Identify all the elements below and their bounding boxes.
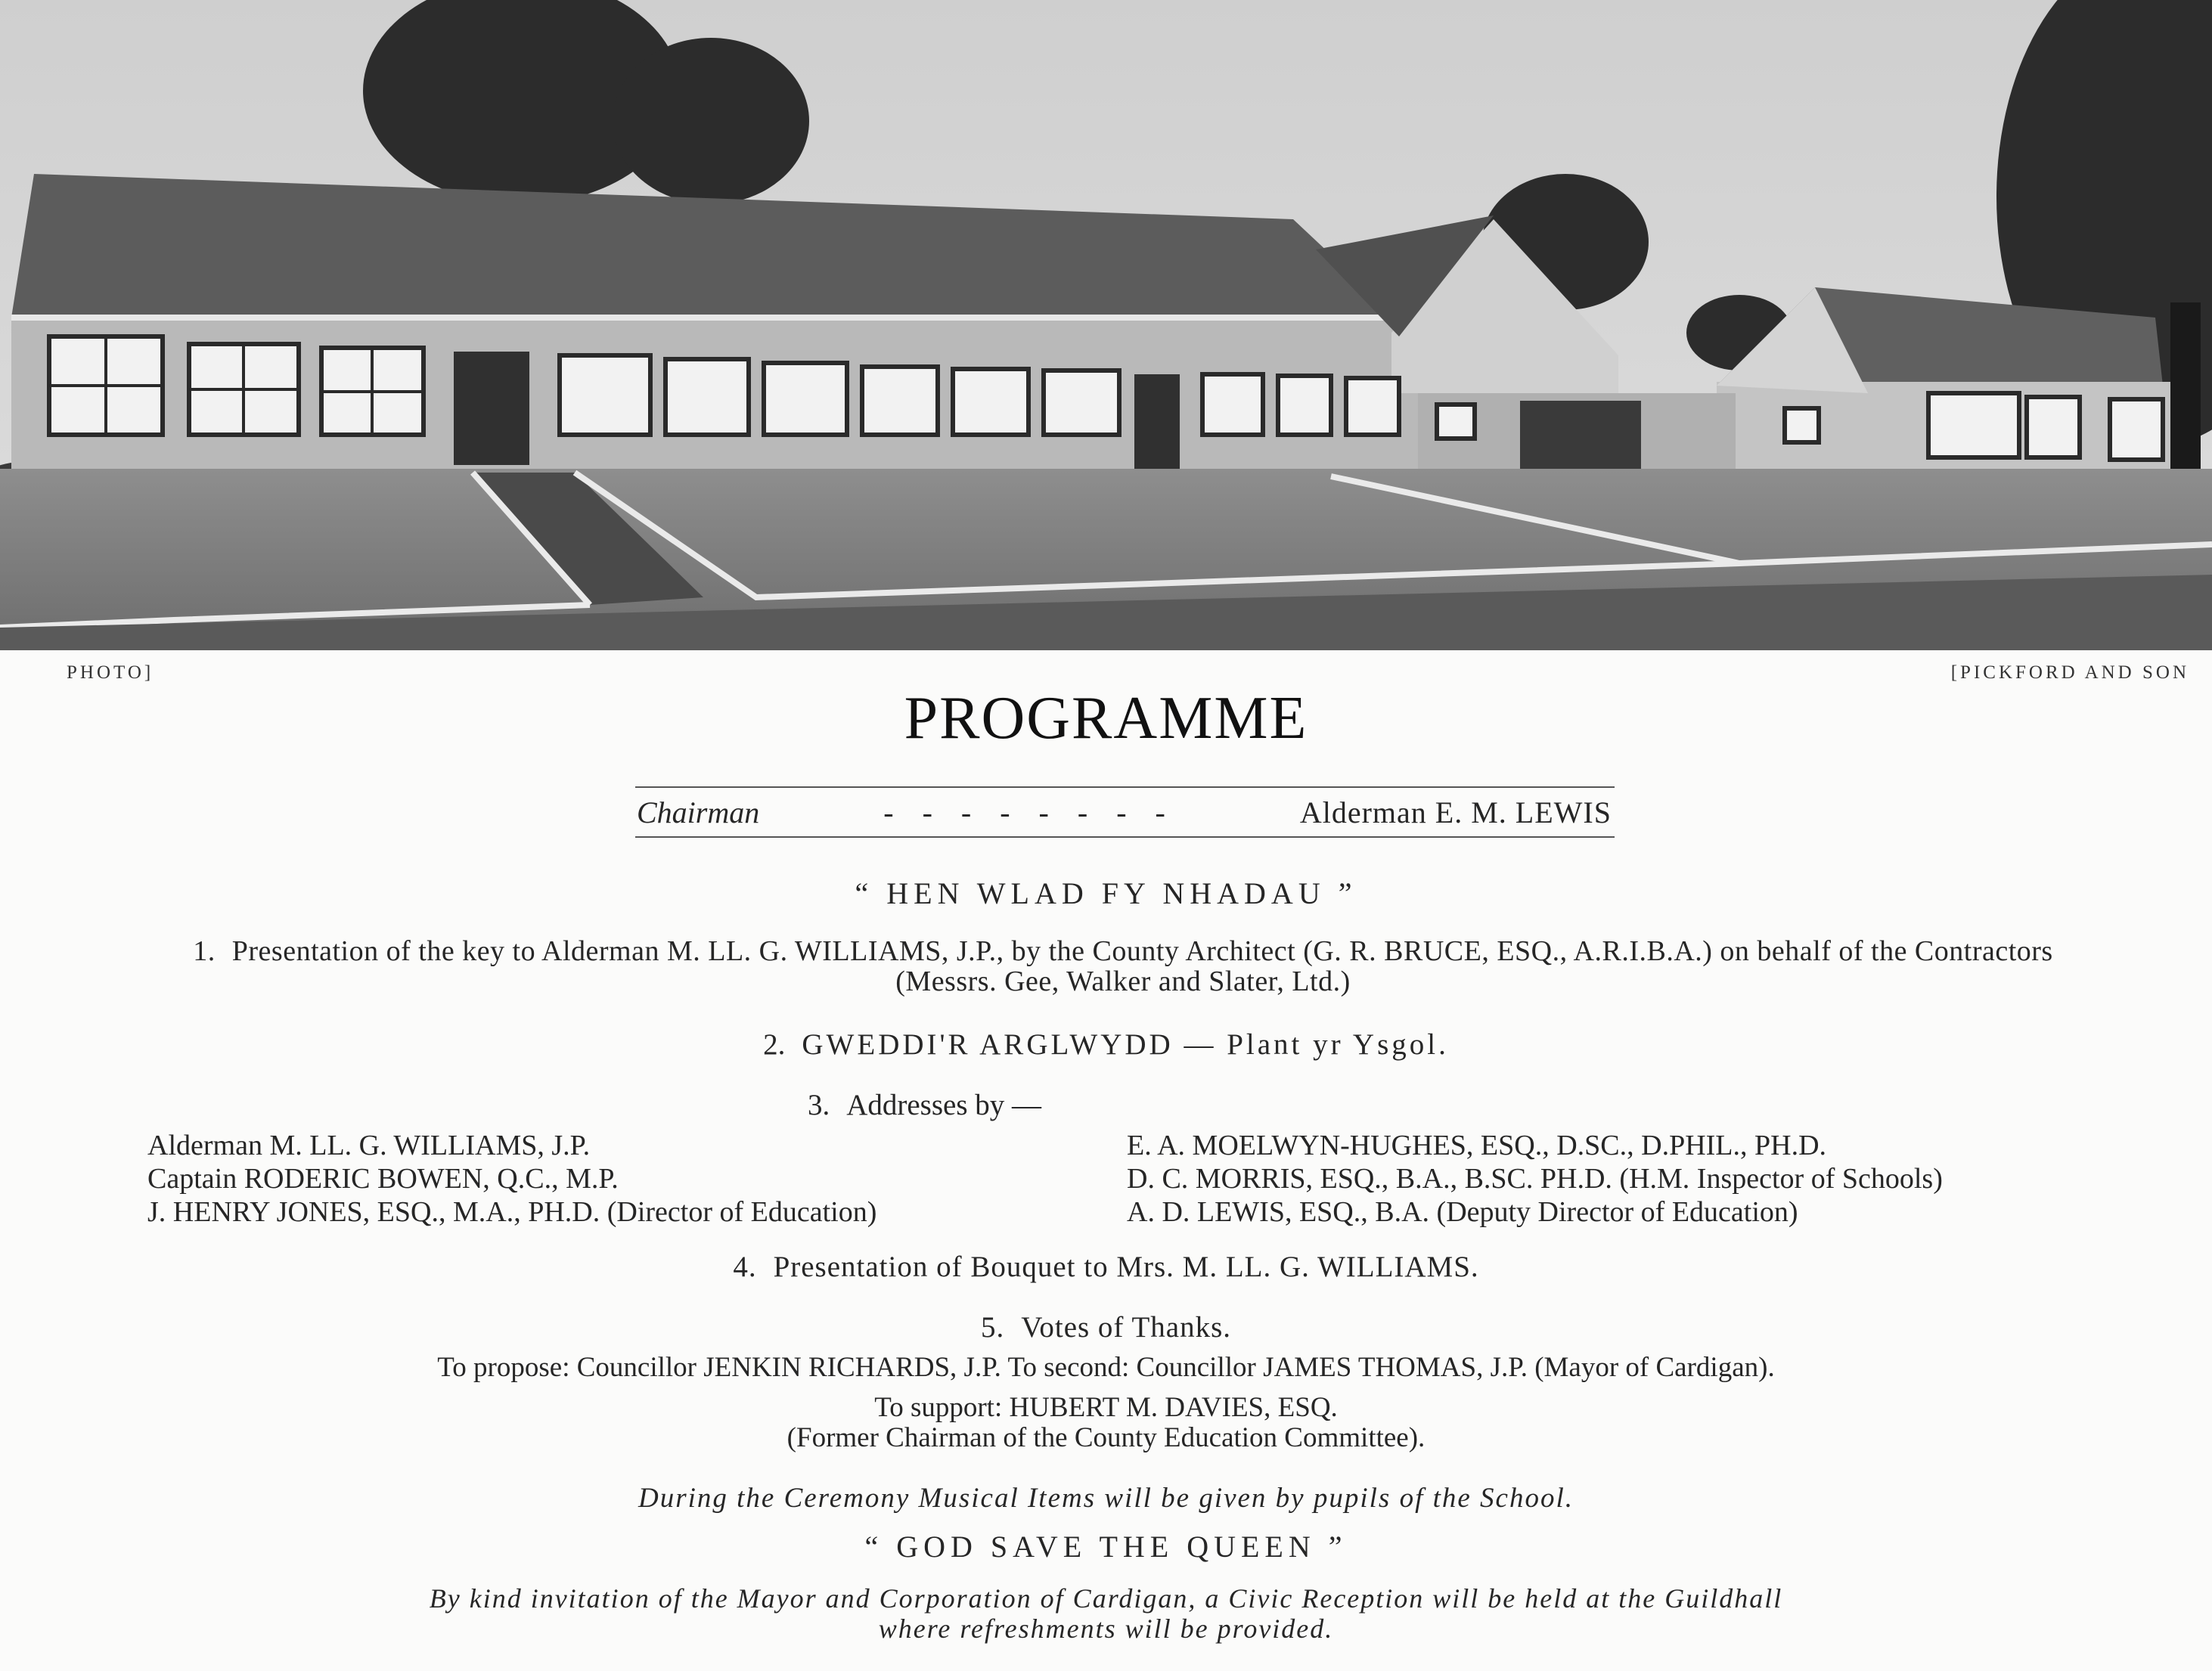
item-text: Addresses by — bbox=[846, 1089, 1042, 1121]
photo-credit-right: [PICKFORD AND SON bbox=[1950, 662, 2189, 683]
item-number: 1. bbox=[193, 935, 216, 967]
chairman-label: Chairman bbox=[637, 795, 760, 829]
programme-item-4 bbox=[0, 1252, 2212, 1282]
item-number: 2. bbox=[763, 1028, 786, 1061]
item-text: Presentation of the key to Alderman M. LL. G. WILLIAMS, J.P., by the County Architect (G. R. BRUCE, ESQ., A.R.I.B.A.) on behalf of the Contractors (Messrs. Gee, Walker and Slater, Ltd.) bbox=[231, 935, 2053, 997]
chairman-line bbox=[635, 786, 1615, 838]
address-speaker: D. C. MORRIS, ESQ., B.A., B.SC. PH.D. (H.M. Inspector of Schools) bbox=[1127, 1163, 1943, 1195]
musical-items-note: During the Ceremony Musical Items will be given by pupils of the School. bbox=[638, 1483, 1574, 1514]
item-text: GWEDDI'R ARGLWYDD — Plant yr Ysgol. bbox=[802, 1028, 1449, 1061]
address-speaker: Alderman M. LL. G. WILLIAMS, J.P. bbox=[147, 1130, 591, 1161]
programme-item-3 bbox=[0, 1090, 2031, 1121]
item-number: 4. bbox=[733, 1251, 757, 1283]
address-speaker: E. A. MOELWYN-HUGHES, ESQ., D.SC., D.PHIL., PH.D. bbox=[1127, 1130, 1827, 1161]
item-text: Votes of Thanks. bbox=[1021, 1311, 1232, 1344]
closing-anthem: “ GOD SAVE THE QUEEN ” bbox=[864, 1530, 1348, 1564]
address-speaker: J. HENRY JONES, ESQ., M.A., PH.D. (Director of Education) bbox=[147, 1196, 877, 1228]
item-text: Presentation of Bouquet to Mrs. M. LL. G. WILLIAMS. bbox=[773, 1251, 1479, 1283]
item-number: 5. bbox=[980, 1311, 1005, 1344]
addresses-left-column bbox=[147, 1129, 876, 1229]
reception-line-1: By kind invitation of the Mayor and Corporation of Cardigan, a Civic Reception will be held at the Guildhall bbox=[429, 1583, 1783, 1614]
chairman-name: Alderman E. M. LEWIS bbox=[1299, 795, 1612, 829]
programme-item-2 bbox=[0, 1030, 2212, 1060]
school-building-picture bbox=[0, 0, 2212, 650]
votes-support: To support: HUBERT M. DAVIES, ESQ. bbox=[874, 1392, 1338, 1423]
addresses-right-column bbox=[1127, 1129, 1943, 1229]
address-speaker: A. D. LEWIS, ESQ., B.A. (Deputy Director of Education) bbox=[1127, 1196, 1798, 1228]
address-speaker: Captain RODERIC BOWEN, Q.C., M.P. bbox=[147, 1163, 619, 1195]
programme-item-5 bbox=[0, 1313, 2212, 1343]
photo-credit-left: PHOTO] bbox=[67, 662, 154, 683]
chairman-dashes: - - - - - - - - bbox=[883, 795, 1176, 829]
opening-anthem: “ HEN WLAD FY NHADAU ” bbox=[855, 876, 1357, 910]
reception-line-2: where refreshments will be provided. bbox=[878, 1614, 1334, 1644]
votes-support-note: (Former Chairman of the County Education Committee). bbox=[786, 1422, 1426, 1453]
votes-propose-second: To propose: Councillor JENKIN RICHARDS, J.P. To second: Councillor JAMES THOMAS, J.P. (Mayor of Cardigan). bbox=[437, 1352, 1775, 1383]
programme-item-1 bbox=[144, 936, 2102, 997]
school-photograph bbox=[0, 0, 2212, 650]
page-title: PROGRAMME bbox=[904, 685, 1308, 752]
item-number: 3. bbox=[807, 1089, 830, 1121]
